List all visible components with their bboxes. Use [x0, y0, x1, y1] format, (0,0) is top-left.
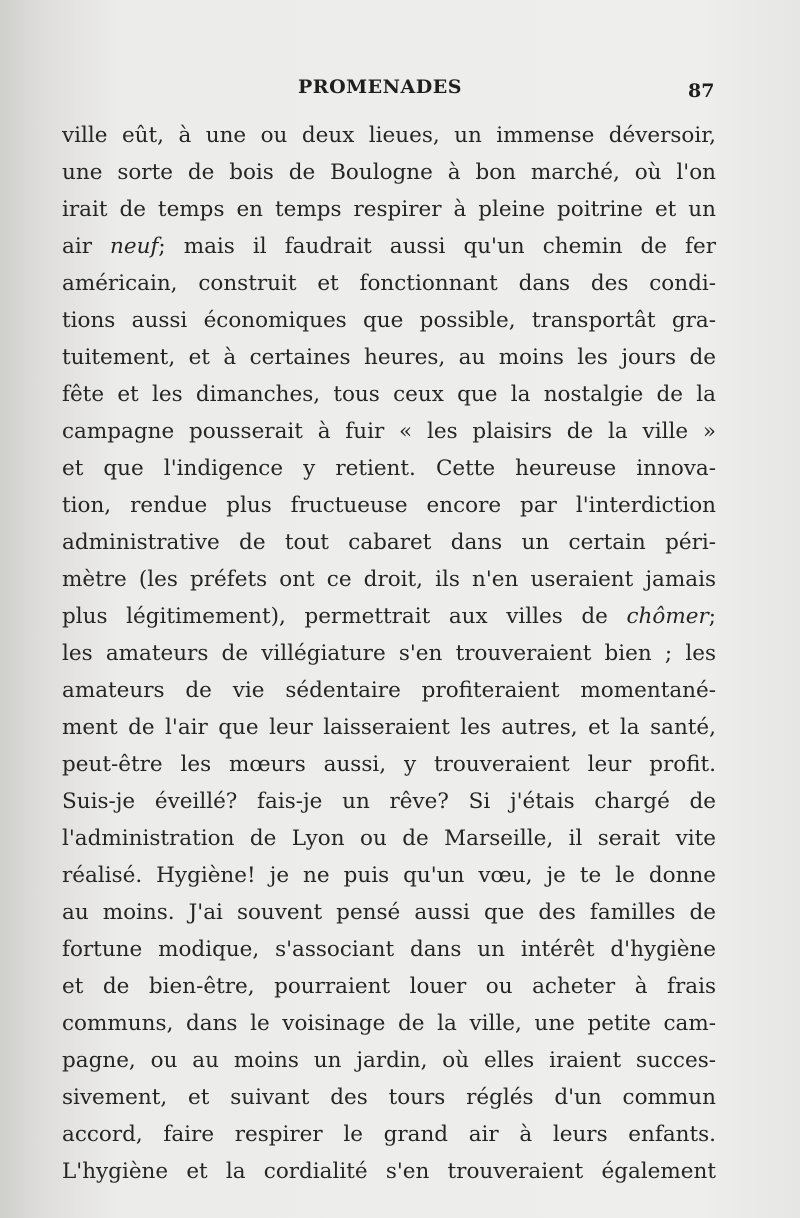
text-line: Suis-je éveillé? fais-je un rêve? Si j'étais chargé de — [62, 789, 716, 814]
text-line: et de bien-être, pourraient louer ou acheter à frais — [62, 974, 716, 999]
text-line: tions aussi économiques que possible, transportât gra- — [62, 308, 716, 333]
text-line: sivement, et suivant des tours réglés d'un commun — [62, 1085, 716, 1110]
text-line: tuitement, et à certaines heures, au moins les jours de — [62, 345, 716, 370]
body-text — [62, 117, 716, 1190]
text-line: une sorte de bois de Boulogne à bon marché, où l'on — [62, 160, 716, 185]
text-line: plus légitimement), permettrait aux villes de chômer; — [62, 604, 716, 629]
page-number: 87 — [688, 80, 715, 102]
page-header — [0, 76, 800, 106]
text-line: L'hygiène et la cordialité s'en trouveraient également — [62, 1159, 716, 1184]
text-line: mètre (les préfets ont ce droit, ils n'en useraient jamais — [62, 567, 716, 592]
text-line: irait de temps en temps respirer à pleine poitrine et un — [62, 197, 716, 222]
text-line: air neuf; mais il faudrait aussi qu'un chemin de fer — [62, 234, 716, 259]
italic-word: neuf — [110, 234, 159, 259]
text-line: administrative de tout cabaret dans un certain péri- — [62, 530, 716, 555]
text-line: réalisé. Hygiène! je ne puis qu'un vœu, je te le donne — [62, 863, 716, 888]
text-line: accord, faire respirer le grand air à leurs enfants. — [62, 1122, 716, 1147]
text-line: tion, rendue plus fructueuse encore par l'interdiction — [62, 493, 716, 518]
text-line: fête et les dimanches, tous ceux que la nostalgie de la — [62, 382, 716, 407]
italic-word: chômer — [626, 604, 709, 629]
text-line: l'administration de Lyon ou de Marseille, il serait vite — [62, 826, 716, 851]
text-line: ment de l'air que leur laisseraient les autres, et la santé, — [62, 715, 716, 740]
text-line: amateurs de vie sédentaire profiteraient momentané- — [62, 678, 716, 703]
running-head: PROMENADES — [298, 76, 462, 98]
text-line: peut-être les mœurs aussi, y trouveraient leur profit. — [62, 752, 716, 777]
text-line: campagne pousserait à fuir « les plaisirs de la ville » — [62, 419, 716, 444]
text-line: fortune modique, s'associant dans un intérêt d'hygiène — [62, 937, 716, 962]
text-line: pagne, ou au moins un jardin, où elles iraient succes- — [62, 1048, 716, 1073]
text-line: communs, dans le voisinage de la ville, une petite cam- — [62, 1011, 716, 1036]
text-line: au moins. J'ai souvent pensé aussi que des familles de — [62, 900, 716, 925]
text-line: les amateurs de villégiature s'en trouveraient bien ; les — [62, 641, 716, 666]
text-line: américain, construit et fonctionnant dans des condi- — [62, 271, 716, 296]
text-line: et que l'indigence y retient. Cette heureuse innova- — [62, 456, 716, 481]
text-line: ville eût, à une ou deux lieues, un immense déversoir, — [62, 123, 716, 148]
